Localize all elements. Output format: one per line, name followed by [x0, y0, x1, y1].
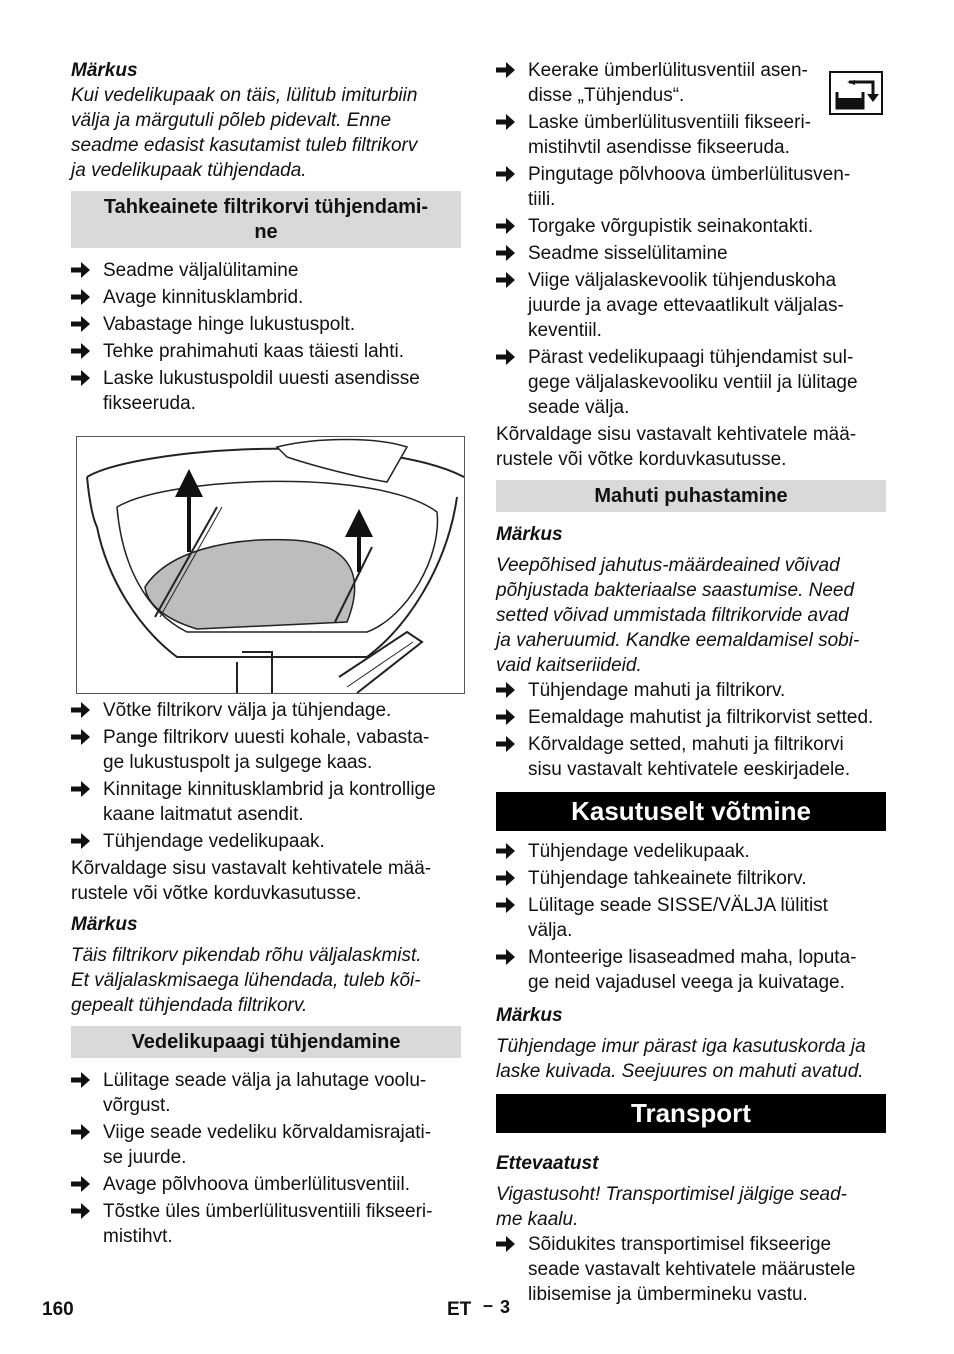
text-line: Tahkeainete filtrikorvi tühjendami-	[103, 196, 429, 218]
text-line: seadme edasist kasutamist tuleb filtrikorv	[71, 135, 418, 156]
list-item	[71, 1199, 461, 1249]
arrow-right-icon	[71, 1123, 91, 1141]
list-item-text: Tehke prahimahuti kaas täiesti lahti.	[103, 341, 404, 362]
list-item	[496, 268, 886, 343]
arrow-right-icon	[496, 896, 516, 914]
list-item-text: seade välja.	[528, 397, 630, 418]
text-line: gepealt tühjendada filtrikorv.	[71, 995, 308, 1016]
arrow-right-icon	[71, 780, 91, 798]
list-item-text: disse „Tühjendus“.	[528, 85, 685, 106]
arrow-right-icon	[496, 708, 516, 726]
list-item-text: Tühjendage vedelikupaak.	[528, 841, 750, 862]
arrow-right-icon	[71, 369, 91, 387]
list-item-text: Keerake ümberlülitusventiil asen-	[528, 60, 808, 81]
list-item-text: gege väljalaskevooliku ventiil ja lülitage	[528, 372, 858, 393]
text-line: rustele või võtke korduvkasutusse.	[71, 883, 362, 904]
steps-list	[71, 258, 461, 416]
list-item-text: se juurde.	[103, 1147, 187, 1168]
list-item	[71, 725, 461, 775]
note-title: Märkus	[71, 60, 138, 81]
list-item	[496, 732, 886, 782]
arrow-right-icon	[496, 271, 516, 289]
steps-list	[71, 1068, 461, 1249]
list-item	[496, 214, 886, 239]
arrow-right-icon	[71, 1202, 91, 1220]
list-item	[496, 705, 886, 730]
text-line: ja vaheruumid. Kandke eemaldamisel sobi-	[496, 630, 860, 651]
section-heading-cleaning	[496, 480, 886, 512]
list-item-text: Kõrvaldage setted, mahuti ja filtrikorvi	[528, 734, 844, 755]
text-line: Vedelikupaagi tühjendamine	[131, 1031, 401, 1053]
list-item-text: mistihvtil asendisse fikseeruda.	[528, 137, 790, 158]
list-item	[71, 829, 461, 854]
arrow-right-icon	[496, 869, 516, 887]
arrow-right-icon	[71, 1071, 91, 1089]
list-item-text: Lülitage seade välja ja lahutage voolu-	[103, 1070, 427, 1091]
arrow-right-icon	[496, 61, 516, 79]
arrow-right-icon	[71, 315, 91, 333]
list-item-text: Pingutage põlvhoova ümberlülitusven-	[528, 164, 851, 185]
list-item-text: kaane laitmatut asendit.	[103, 804, 304, 825]
list-item	[496, 241, 886, 266]
steps-list	[496, 1232, 886, 1307]
arrow-right-icon	[496, 948, 516, 966]
list-item-text: Sõidukites transportimisel fikseerige	[528, 1234, 832, 1255]
list-item-text: Viige seade vedeliku kõrvaldamisrajati-	[103, 1122, 432, 1143]
list-item	[71, 285, 461, 310]
list-item	[71, 258, 461, 283]
list-item-text: Vabastage hinge lukustuspolt.	[103, 314, 356, 335]
note-text	[496, 553, 886, 678]
note-title: Märkus	[71, 914, 138, 935]
note-title: Märkus	[496, 1005, 563, 1026]
arrow-right-icon	[496, 842, 516, 860]
list-item-text: ge lukustuspolt ja sulgege kaas.	[103, 752, 373, 773]
list-item	[71, 312, 461, 337]
list-item-text: Pange filtrikorv uuesti kohale, vabasta-	[103, 727, 430, 748]
steps-list	[496, 58, 886, 420]
text-line: põhjustada bakteriaalse saastumise. Need	[496, 580, 855, 601]
tank-drain-icon	[829, 70, 883, 116]
list-item-text: Tõstke üles ümberlülitusventiili fikseeri-	[103, 1201, 433, 1222]
list-item	[71, 339, 461, 364]
list-item	[71, 777, 461, 827]
list-item-text: Tühjendage tahkeainete filtrikorv.	[528, 868, 807, 889]
heading-transport: Transport	[496, 1094, 886, 1133]
heading-decommissioning: Kasutuselt võtmine	[496, 792, 886, 831]
sub-page-number: 3	[500, 1297, 511, 1317]
arrow-right-icon	[496, 217, 516, 235]
text-line: Kui vedelikupaak on täis, lülitub imiturbiin	[71, 85, 418, 106]
language-code: ET	[447, 1299, 472, 1320]
text-line: vaid kaitseriideid.	[496, 655, 642, 676]
list-item-text: mistihvt.	[103, 1226, 173, 1247]
list-item	[496, 893, 886, 943]
list-item-text: fikseeruda.	[103, 393, 196, 414]
text-line: Kõrvaldage sisu vastavalt kehtivatele mää-	[496, 424, 857, 445]
list-item-text: Seadme sisselülitamine	[528, 243, 728, 264]
text-line: välja ja märgutuli põleb pidevalt. Enne	[71, 110, 392, 131]
arrow-right-icon	[496, 1235, 516, 1253]
section-heading-filter-basket	[71, 191, 461, 248]
arrow-right-icon	[496, 681, 516, 699]
text-line: Kõrvaldage sisu vastavalt kehtivatele mää-	[71, 858, 432, 879]
list-item-text: Pärast vedelikupaagi tühjendamist sul-	[528, 347, 854, 368]
right-column	[496, 58, 886, 1309]
arrow-right-icon	[71, 1175, 91, 1193]
steps-list	[496, 678, 886, 782]
arrow-right-icon	[496, 348, 516, 366]
list-item-text: võrgust.	[103, 1095, 171, 1116]
list-item	[71, 1172, 461, 1197]
list-item-text: libisemise ja ümbermineku vastu.	[528, 1284, 808, 1305]
page-number: 160	[42, 1299, 74, 1320]
list-item-text: Lülitage seade SISSE/VÄLJA lülitist	[528, 895, 828, 916]
steps-list	[496, 839, 886, 995]
text-line: laske kuivada. Seejuures on mahuti avatud.	[496, 1061, 864, 1082]
list-item-text: Torgake võrgupistik seinakontakti.	[528, 216, 814, 237]
list-item-text: Laske ümberlülitusventiili fikseeri-	[528, 112, 811, 133]
arrow-right-icon	[496, 244, 516, 262]
arrow-right-icon	[496, 165, 516, 183]
filter-basket-illustration	[77, 437, 464, 693]
text-line: ja vedelikupaak tühjendada.	[71, 160, 307, 181]
list-item-text: keventiil.	[528, 320, 602, 341]
arrow-right-icon	[71, 701, 91, 719]
list-item-text: Tühjendage mahuti ja filtrikorv.	[528, 680, 786, 701]
steps-list	[71, 698, 461, 854]
list-item-text: Laske lukustuspoldil uuesti asendisse	[103, 368, 420, 389]
list-item	[496, 345, 886, 420]
list-item	[71, 698, 461, 723]
list-item-text: Avage kinnitusklambrid.	[103, 287, 304, 308]
note-text	[71, 943, 461, 1018]
note-title: Märkus	[496, 524, 563, 545]
arrow-right-icon	[71, 728, 91, 746]
list-item-text: välja.	[528, 920, 573, 941]
list-item-text: Seadme väljalülitamine	[103, 260, 299, 281]
list-item-text: Tühjendage vedelikupaak.	[103, 831, 325, 852]
list-item	[496, 110, 886, 160]
list-item	[71, 1068, 461, 1118]
text-line: Täis filtrikorv pikendab rõhu väljalaskmist.	[71, 945, 422, 966]
list-item-text: seade vastavalt kehtivatele määrustele	[528, 1259, 856, 1280]
list-item-text: tiili.	[528, 189, 556, 210]
list-item-text: Eemaldage mahutist ja filtrikorvist setted.	[528, 707, 874, 728]
list-item	[496, 839, 886, 864]
text-line: rustele või võtke korduvkasutusse.	[496, 449, 787, 470]
list-item	[496, 58, 886, 108]
list-item-text: Kinnitage kinnitusklambrid ja kontrollige	[103, 779, 436, 800]
list-item	[71, 1120, 461, 1170]
arrow-right-icon	[496, 735, 516, 753]
caution-text	[496, 1182, 886, 1232]
text-line: Tühjendage imur pärast iga kasutuskorda ja	[496, 1036, 866, 1057]
text-line: Et väljalaskmisaega lühendada, tuleb kõi-	[71, 970, 421, 991]
left-column	[71, 58, 461, 1251]
text-line: Mahuti puhastamine	[594, 485, 788, 507]
filter-basket-figure	[76, 436, 465, 694]
note-text	[71, 83, 461, 183]
arrow-right-icon	[71, 342, 91, 360]
arrow-right-icon	[71, 288, 91, 306]
footer-dash: –	[483, 1295, 494, 1315]
list-item	[496, 866, 886, 891]
list-item-text: juurde ja avage ettevaatlikult väljalas-	[528, 295, 844, 316]
list-item-text: Viige väljalaskevoolik tühjenduskoha	[528, 270, 837, 291]
arrow-right-icon	[71, 261, 91, 279]
text-line: Vigastusoht! Transportimisel jälgige sead-	[496, 1184, 847, 1205]
list-item	[496, 1232, 886, 1307]
arrow-right-icon	[71, 832, 91, 850]
arrow-right-icon	[496, 113, 516, 131]
list-item	[496, 162, 886, 212]
list-item-text: sisu vastavalt kehtivatele eeskirjadele.	[528, 759, 851, 780]
text-line: Veepõhised jahutus-määrdeained võivad	[496, 555, 840, 576]
paragraph	[71, 856, 461, 906]
list-item	[496, 678, 886, 703]
list-item-text: Avage põlvhoova ümberlülitusventiil.	[103, 1174, 410, 1195]
list-item-text: Võtke filtrikorv välja ja tühjendage.	[103, 700, 392, 721]
text-line: me kaalu.	[496, 1209, 579, 1230]
list-item	[71, 366, 461, 416]
section-heading-liquid-tank	[71, 1026, 461, 1058]
text-line: setted võivad ummistada filtrikorvide avad	[496, 605, 849, 626]
list-item-text: Monteerige lisaseadmed maha, loputa-	[528, 947, 857, 968]
paragraph	[496, 422, 886, 472]
list-item	[496, 945, 886, 995]
text-line: ne	[254, 221, 278, 243]
note-text	[496, 1034, 886, 1084]
list-item-text: ge neid vajadusel veega ja kuivatage.	[528, 972, 845, 993]
caution-title: Ettevaatust	[496, 1153, 599, 1174]
